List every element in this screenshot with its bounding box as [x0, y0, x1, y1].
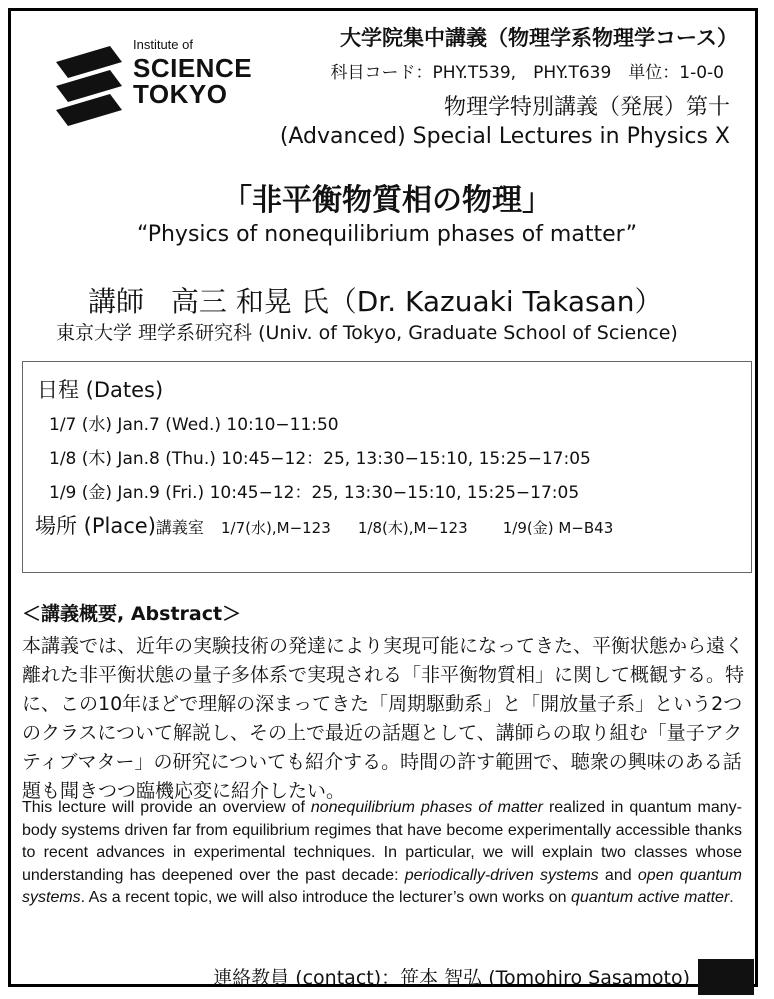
abstract-en — [22, 797, 742, 910]
speaker-name: 高三 和晃 氏（Dr. Kazuaki Takasan） — [170, 285, 663, 318]
speaker-affiliation: 東京大学 理学系研究科 (Univ. of Tokyo, Graduate School of Science) — [56, 322, 678, 344]
place-room-label: 講義室 — [155, 518, 204, 537]
program-title: 大学院集中講義（物理学系物理学コース） — [340, 26, 738, 50]
logo-line-1: Institute of — [133, 37, 193, 52]
abstract-en-emphasis: open quantum systems — [22, 866, 743, 906]
place-heading: 場所 (Place) — [35, 514, 156, 538]
abstract-heading: ＜講義概要, Abstract＞ — [22, 603, 242, 625]
logo-line-2: SCIENCE — [133, 53, 253, 83]
corner-block — [698, 959, 754, 995]
dates-heading: 日程 (Dates) — [37, 378, 164, 402]
place-item: 1/8(木),M−123 — [357, 519, 468, 537]
abstract-en-emphasis: nonequilibrium phases of matter — [310, 799, 544, 816]
date-line-1: 1/7 (水) Jan.7 (Wed.) 10:10−11:50 — [49, 415, 339, 435]
logo-wordmark — [133, 38, 252, 107]
abstract-en-text: realized in quantum many-body systems driven far from equilibrium regimes that have become experimentally accessible thanks to recent advances in experimental techniques. In particular, we will explain two classes whose understanding has deepened over the past decade: — [22, 799, 742, 884]
abstract-en-emphasis: quantum active matter — [570, 889, 730, 906]
abstract-en-text: . As a recent topic, we will also introduce the lecturer’s own works on — [80, 889, 571, 906]
place-item: 1/7(水),M−123 — [221, 519, 331, 537]
lecture-title-jp: 「非平衡物質相の物理」 — [222, 183, 552, 218]
abstract-en-text: and — [598, 866, 638, 884]
course-code: 科目コード：PHY.T539, PHY.T639 単位：1-0-0 — [330, 63, 724, 83]
lecture-title-en: “Physics of nonequilibrium phases of matter” — [137, 222, 637, 247]
contact-line: 連絡教員 (contact)：笹本 智弘 (Tomohiro Sasamoto) — [213, 967, 690, 989]
place-item: 1/9(金) M−B43 — [502, 519, 614, 537]
date-line-3: 1/9 (金) Jan.9 (Fri.) 10:45−12：25, 13:30−15:10, 15:25−17:05 — [49, 483, 580, 503]
abstract-en-text: This lecture will provide an overview of — [22, 799, 311, 816]
course-name-en: (Advanced) Special Lectures in Physics X — [279, 124, 730, 149]
date-line-2: 1/8 (木) Jan.8 (Thu.) 10:45−12：25, 13:30−15:10, 15:25−17:05 — [49, 449, 591, 469]
abstract-jp: 本講義では、近年の実験技術の発達により実現可能になってきた、平衡状態から遠く離れた非平衡状態の量子多体系で実現される「非平衡物質相」に関して概観する。特に、この10年ほどで理解の深まってきた「周期駆動系」と「開放量子系」という2つのクラスについて解説し、その上で最近の話題として、講師らの取り組む「量子アクティブマター」の研究についても紹介する。時間の許す範囲で、聴衆の興味のある話題も聞きつつ臨機応変に紹介したい。 — [22, 635, 745, 802]
speaker-line — [88, 280, 663, 320]
schedule-box — [22, 361, 752, 573]
abstract-en-emphasis: periodically-driven systems — [404, 866, 599, 884]
place-line — [35, 510, 613, 540]
speaker-label: 講師 — [88, 285, 145, 318]
course-name-jp: 物理学特別講義（発展）第十 — [443, 95, 730, 120]
abstract-en-text: . — [729, 889, 734, 906]
logo-line-3: TOKYO — [133, 79, 228, 109]
